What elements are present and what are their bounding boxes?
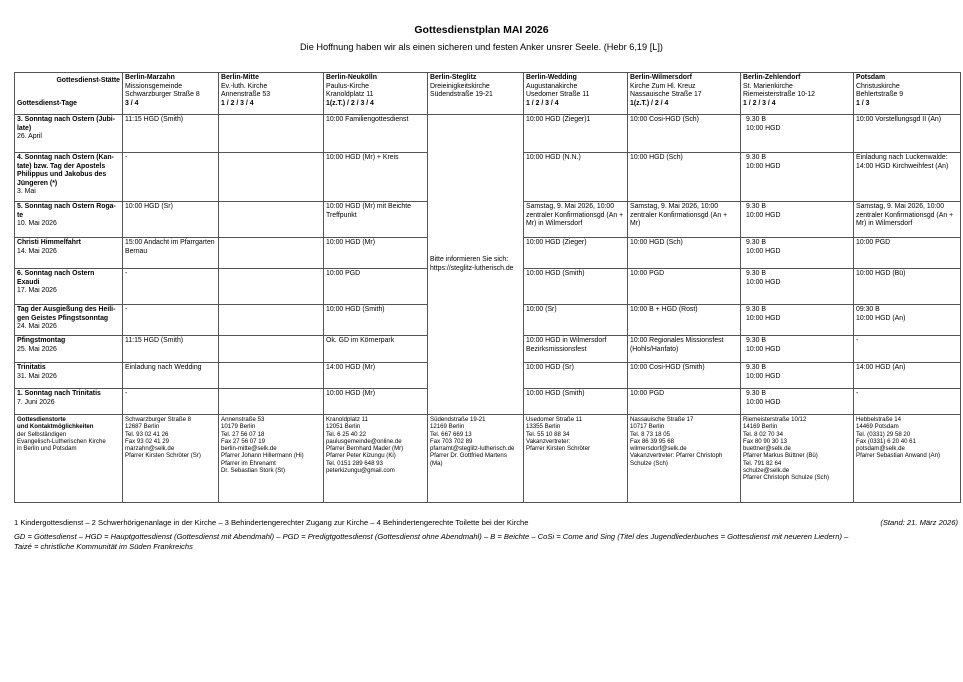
service-entry: 10:00 Familiengottesdienst bbox=[326, 116, 409, 123]
location-name: Potsdam bbox=[856, 74, 886, 81]
service-entry: 10:00 HGD bbox=[746, 398, 781, 406]
header-row bbox=[15, 73, 961, 115]
service-cell bbox=[324, 269, 428, 305]
service-cell bbox=[854, 305, 961, 336]
service-cell bbox=[854, 238, 961, 269]
location-detail: Ev.-luth. Kirche bbox=[221, 82, 268, 90]
service-day-name: tate) bzw. Tag der Apostels bbox=[17, 162, 106, 170]
contact-line: wilmersdorf@selk.de bbox=[630, 445, 687, 453]
service-cell bbox=[741, 363, 854, 389]
contact-line: Fax 93 02 41 29 bbox=[125, 437, 170, 445]
service-entry: 10:00 HGD bbox=[746, 372, 781, 380]
service-cell bbox=[741, 153, 854, 202]
service-entry: Samstag, 9. Mai 2026, 10:00 bbox=[856, 203, 945, 210]
location-detail: Christuskirche bbox=[856, 82, 900, 90]
steglitz-note-cell bbox=[428, 115, 524, 415]
location-header bbox=[854, 73, 961, 115]
contact-line: Tel. 8 02 70 34 bbox=[743, 430, 783, 438]
contact-line: Tel. 6 25 40 22 bbox=[326, 430, 366, 438]
location-header bbox=[219, 73, 324, 115]
service-cell bbox=[628, 202, 741, 238]
service-entry: 10:00 (Sr) bbox=[526, 306, 557, 313]
service-day-name: te bbox=[17, 211, 24, 219]
service-entry: 10:00 HGD (Smith) bbox=[526, 390, 585, 397]
service-entry: Einladung nach Luckenwalde: bbox=[856, 154, 948, 161]
contact-line: 10179 Berlin bbox=[221, 423, 256, 431]
accessibility-codes: 1(z.T.) / 2 / 3 / 4 bbox=[326, 99, 374, 107]
abbrev-line-2: Taizé = christliche Kommunität im Süden Frankreichs bbox=[14, 542, 193, 551]
contact-line: Dr. Sebastian Stork (St) bbox=[221, 467, 286, 475]
service-day-cell bbox=[15, 115, 123, 153]
contact-line: Pfarrer Christoph Schulze (Sch) bbox=[743, 474, 830, 482]
location-name: Berlin-Mitte bbox=[221, 74, 259, 81]
service-entry: 9.30 B bbox=[746, 390, 766, 397]
service-cell bbox=[854, 269, 961, 305]
table-row bbox=[15, 115, 961, 153]
contact-cell bbox=[123, 415, 219, 503]
contact-line: Fax 27 56 07 19 bbox=[221, 437, 266, 445]
service-cell bbox=[741, 305, 854, 336]
service-day-name: 1. Sonntag nach Trinitatis bbox=[17, 390, 101, 397]
location-header bbox=[741, 73, 854, 115]
service-entry: - bbox=[856, 390, 859, 397]
service-cell bbox=[854, 363, 961, 389]
service-cell bbox=[324, 153, 428, 202]
service-day-name: Philippus und Jakobus des bbox=[17, 171, 107, 179]
service-day-name: Pfingstmontag bbox=[17, 337, 66, 344]
service-entry: 10:00 HGD bbox=[746, 247, 781, 255]
contact-line: Tel. 791 82 64 bbox=[743, 459, 782, 467]
service-cell bbox=[628, 336, 741, 363]
service-entry: 10:00 B + HGD (Rost) bbox=[630, 306, 698, 313]
service-day-name: Christi Himmelfahrt bbox=[17, 239, 81, 246]
contact-line: Tel. 8 73 18 05 bbox=[630, 430, 670, 438]
service-date: 24. Mai 2026 bbox=[17, 323, 57, 331]
service-cell bbox=[524, 269, 628, 305]
contact-line: Pfarrer Bernhard Mader (Mr) bbox=[326, 445, 404, 453]
contact-line: Pfarrer Sebastian Anwand (An) bbox=[856, 452, 941, 460]
contact-line: peterkizungu@gmail.com bbox=[326, 467, 395, 475]
contact-cell bbox=[524, 415, 628, 503]
service-day-cell bbox=[15, 305, 123, 336]
service-cell bbox=[628, 115, 741, 153]
location-detail: Annenstraße 53 bbox=[221, 91, 271, 99]
service-cell bbox=[324, 305, 428, 336]
service-entry: 10:00 HGD bbox=[746, 124, 781, 132]
service-entry: 10:00 HGD (Sr) bbox=[526, 364, 574, 371]
service-date: 25. Mai 2026 bbox=[17, 345, 57, 353]
contact-line: schulze@selk.de bbox=[743, 467, 790, 475]
service-cell bbox=[123, 269, 219, 305]
service-entry: 10:00 HGD (Mr) mit Beichte bbox=[326, 203, 412, 210]
contact-line: Pfarrer im Ehrenamt bbox=[221, 459, 276, 467]
service-entry: 10:00 HGD bbox=[746, 211, 781, 219]
accessibility-codes: 1 / 3 bbox=[856, 99, 870, 107]
contact-line: 13355 Berlin bbox=[526, 423, 561, 431]
contact-line: 14169 Berlin bbox=[743, 423, 778, 431]
service-cell bbox=[854, 389, 961, 415]
service-entry: 14:00 HGD (An) bbox=[856, 364, 906, 371]
abbrev-line-1: GD = Gottesdienst – HGD = Hauptgottesdienst (Gottesdienst mit Abendmahl) – PGD = Predigtgottesdienst (Gottesdienst ohne Abendmahl) – B = Beichte – CoSi = Come and Sing (Titel des Jugendliederbuches = Gottesdienst mit neueren Liedern) – bbox=[14, 532, 849, 541]
contact-line: Riemeisterstraße 10/12 bbox=[743, 416, 807, 423]
contact-line: Pfarrer Markus Büttner (Bü) bbox=[743, 452, 818, 460]
service-cell bbox=[219, 269, 324, 305]
contact-line: Fax 86 39 95 68 bbox=[630, 437, 675, 445]
service-date: 10. Mai 2026 bbox=[17, 220, 57, 228]
service-entry: 10:00 HGD (Mr) + Kreis bbox=[326, 154, 399, 161]
location-detail: Nassauische Straße 17 bbox=[630, 91, 702, 99]
service-day-name: gen Geistes Pfingstsonntag bbox=[17, 314, 109, 322]
service-cell bbox=[123, 363, 219, 389]
contact-line: Hebbelstraße 14 bbox=[856, 416, 902, 423]
service-entry: 10:00 PGD bbox=[326, 270, 361, 277]
contact-line: 10717 Berlin bbox=[630, 423, 665, 431]
contact-cell bbox=[219, 415, 324, 503]
service-entry: 15:00 Andacht im Pfarrgarten bbox=[125, 239, 215, 246]
accessibility-codes: 1 / 2 / 3 / 4 bbox=[526, 99, 559, 107]
contact-line: Annenstraße 53 bbox=[221, 416, 265, 423]
location-name: Berlin-Steglitz bbox=[430, 74, 477, 81]
service-entry: 11:15 HGD (Smith) bbox=[125, 116, 184, 123]
contact-line: Tel. (0331) 29 58 20 bbox=[856, 430, 911, 438]
corner-top-label: Gottesdienst-Stätte bbox=[56, 77, 120, 84]
service-entry: 10:00 HGD bbox=[746, 314, 781, 322]
contact-line: Schwarzburger Straße 8 bbox=[125, 416, 192, 423]
service-cell bbox=[324, 202, 428, 238]
service-entry: 9.30 B bbox=[746, 270, 766, 277]
service-entry: (Hohls/Hanfato) bbox=[630, 345, 679, 353]
contact-line: 12051 Berlin bbox=[326, 423, 361, 431]
service-entry: 10:00 Cosi-HGD (Smith) bbox=[630, 364, 705, 371]
service-cell bbox=[324, 238, 428, 269]
service-entry: 10:00 HGD (N.N.) bbox=[526, 154, 581, 161]
service-entry: Samstag, 9. Mai 2026, 10:00 bbox=[630, 203, 719, 210]
contact-line: Schulze (Sch) bbox=[630, 459, 668, 467]
service-date: 31. Mai 2026 bbox=[17, 372, 57, 380]
service-entry: Treffpunkt bbox=[326, 211, 357, 219]
service-cell bbox=[219, 202, 324, 238]
location-detail: Dreieinigkeitskirche bbox=[430, 82, 490, 90]
service-entry: - bbox=[125, 306, 128, 313]
service-entry: 9.30 B bbox=[746, 203, 766, 210]
service-entry: 14:00 HGD Kirchweihfest (An) bbox=[856, 162, 949, 170]
service-entry: 10:00 HGD (Smith) bbox=[526, 270, 585, 277]
service-cell bbox=[219, 389, 324, 415]
location-header bbox=[324, 73, 428, 115]
contact-line: Pfarrer Kirsten Schröter bbox=[526, 445, 591, 453]
service-cell bbox=[741, 202, 854, 238]
service-entry: Einladung nach Wedding bbox=[125, 364, 202, 371]
service-day-name: Jüngeren (*) bbox=[17, 179, 58, 187]
service-entry: Ök. GD im Körnerpark bbox=[326, 337, 395, 344]
service-date: 17. Mai 2026 bbox=[17, 287, 57, 295]
location-header bbox=[524, 73, 628, 115]
contacts-row bbox=[15, 415, 961, 503]
location-name: Berlin-Wedding bbox=[526, 74, 577, 81]
contacts-label-cell bbox=[15, 415, 123, 503]
service-entry: 10:00 HGD (An) bbox=[856, 314, 906, 322]
service-day-name: Trinitatis bbox=[17, 364, 46, 371]
service-cell bbox=[219, 363, 324, 389]
location-detail: Kirche Zum Hl. Kreuz bbox=[630, 82, 696, 90]
service-day-cell bbox=[15, 336, 123, 363]
service-cell bbox=[123, 153, 219, 202]
service-entry: 10:00 HGD (Sch) bbox=[630, 154, 683, 161]
contact-line: potsdam@selk.de bbox=[856, 445, 905, 453]
service-entry: 10:00 PGD bbox=[856, 239, 891, 246]
contact-line: buettner@selk.de bbox=[743, 445, 791, 453]
service-entry: - bbox=[125, 390, 128, 397]
contacts-label: und Kontaktmöglichkeiten bbox=[17, 423, 94, 431]
location-detail: Kranoldplatz 11 bbox=[326, 91, 374, 99]
service-date: 26. April bbox=[17, 133, 42, 141]
service-day-name: late) bbox=[17, 124, 32, 132]
accessibility-codes: 1 / 2 / 3 / 4 bbox=[221, 99, 254, 107]
service-cell bbox=[628, 389, 741, 415]
service-day-name: Exaudi bbox=[17, 278, 40, 286]
service-entry: 10:00 HGD (Zieger) bbox=[526, 239, 587, 246]
service-day-cell bbox=[15, 153, 123, 202]
location-detail: Südendstraße 19-21 bbox=[430, 91, 493, 99]
service-cell bbox=[854, 202, 961, 238]
service-entry: 10:00 HGD (Sch) bbox=[630, 239, 683, 246]
contact-line: 12169 Berlin bbox=[430, 423, 465, 431]
service-entry: 10:00 HGD (Sr) bbox=[125, 203, 173, 210]
service-cell bbox=[324, 336, 428, 363]
service-cell bbox=[741, 389, 854, 415]
service-cell bbox=[628, 238, 741, 269]
service-cell bbox=[628, 153, 741, 202]
steglitz-note: Bitte informieren Sie sich: bbox=[430, 255, 509, 263]
service-cell bbox=[524, 305, 628, 336]
location-detail: Riemeisterstraße 10-12 bbox=[743, 91, 815, 99]
page-subtitle: Die Hoffnung haben wir als einen sicheren und festen Anker unsrer Seele. (Hebr 6,19 [L]) bbox=[300, 42, 663, 52]
service-entry: 09:30 B bbox=[856, 306, 880, 313]
service-cell bbox=[524, 202, 628, 238]
contact-line: Tel. 55 10 88 34 bbox=[526, 430, 570, 438]
service-cell bbox=[524, 238, 628, 269]
contacts-label: in Berlin und Potsdam bbox=[17, 445, 77, 453]
service-entry: 9.30 B bbox=[746, 116, 766, 123]
service-entry: 10:00 Vorstellungsgd II (An) bbox=[856, 116, 942, 123]
contact-line: Fax 703 702 89 bbox=[430, 437, 473, 445]
service-entry: 10:00 HGD (Zieger)1 bbox=[526, 116, 591, 123]
location-name: Berlin-Neukölln bbox=[326, 74, 377, 81]
service-cell bbox=[219, 305, 324, 336]
service-day-cell bbox=[15, 202, 123, 238]
service-cell bbox=[123, 202, 219, 238]
service-cell bbox=[219, 153, 324, 202]
service-entry: Mr) in Wilmersdorf bbox=[526, 220, 583, 228]
service-entry: - bbox=[125, 154, 128, 161]
service-day-name: 6. Sonntag nach Ostern bbox=[17, 270, 95, 277]
accessibility-codes: 3 / 4 bbox=[125, 99, 139, 107]
service-day-name: 4. Sonntag nach Ostern (Kan- bbox=[17, 154, 114, 161]
service-day-cell bbox=[15, 269, 123, 305]
service-cell bbox=[324, 115, 428, 153]
contact-line: Fax 80 90 30 13 bbox=[743, 437, 788, 445]
contacts-label: Gottesdienstorte bbox=[17, 416, 66, 423]
service-entry: 9.30 B bbox=[746, 306, 766, 313]
service-entry: 10:00 HGD (Smith) bbox=[326, 306, 385, 313]
service-cell bbox=[123, 238, 219, 269]
service-entry: 10:00 HGD bbox=[746, 162, 781, 170]
contact-line: Tel. 667 669 13 bbox=[430, 430, 472, 438]
location-name: Berlin-Marzahn bbox=[125, 74, 175, 81]
location-detail: St. Marienkirche bbox=[743, 82, 793, 90]
service-cell bbox=[628, 305, 741, 336]
service-cell bbox=[854, 115, 961, 153]
service-cell bbox=[219, 115, 324, 153]
service-cell bbox=[524, 389, 628, 415]
service-date: 3. Mai bbox=[17, 188, 36, 196]
service-entry: 10:00 HGD bbox=[746, 278, 781, 286]
service-day-cell bbox=[15, 389, 123, 415]
contact-cell bbox=[628, 415, 741, 503]
contact-line: Kranoldplatz 11 bbox=[326, 416, 368, 423]
stand-date: (Stand: 21. März 2026) bbox=[880, 518, 958, 527]
location-detail: Missionsgemeinde bbox=[125, 82, 183, 90]
service-entry: Mr) in Wilmersdorf bbox=[856, 220, 913, 228]
service-entry: Bernau bbox=[125, 247, 148, 255]
service-entry: 11:15 HGD (Smith) bbox=[125, 337, 184, 344]
service-entry: 10:00 HGD (Mr) bbox=[326, 390, 376, 397]
service-cell bbox=[741, 336, 854, 363]
corner-cell bbox=[15, 73, 123, 115]
service-cell bbox=[123, 389, 219, 415]
location-detail: Schwarzburger Straße 8 bbox=[125, 91, 200, 99]
contact-line: marzahn@selk.de bbox=[125, 445, 175, 453]
location-header bbox=[428, 73, 524, 115]
service-cell bbox=[854, 336, 961, 363]
service-entry: zentraler Konfirmationsgd (An + bbox=[630, 211, 728, 219]
service-entry: 9.30 B bbox=[746, 239, 766, 246]
contact-line: 14469 Potsdam bbox=[856, 423, 899, 431]
contact-cell bbox=[741, 415, 854, 503]
location-detail: Usedomer Straße 11 bbox=[526, 91, 590, 99]
contact-line: Fax (0331) 6 20 40 61 bbox=[856, 437, 916, 445]
service-entry: 10:00 HGD (Bü) bbox=[856, 270, 906, 277]
contact-line: Vakanzvertreter: bbox=[526, 437, 571, 445]
accessibility-codes: 1 / 2 / 3 / 4 bbox=[743, 99, 776, 107]
location-detail: Behlertstraße 9 bbox=[856, 91, 904, 99]
service-entry: 10:00 HGD bbox=[746, 345, 781, 353]
location-detail: Paulus-Kirche bbox=[326, 82, 369, 90]
service-cell bbox=[854, 153, 961, 202]
contact-line: Tel. 93 02 41 26 bbox=[125, 430, 169, 438]
service-entry: Mr) bbox=[630, 220, 641, 228]
service-cell bbox=[219, 336, 324, 363]
service-entry: zentraler Konfirmationsgd (An + bbox=[856, 211, 954, 219]
contacts-label: Evangelisch-Lutherischen Kirche bbox=[17, 437, 106, 445]
service-cell bbox=[741, 238, 854, 269]
service-date: 14. Mai 2026 bbox=[17, 247, 57, 255]
service-entry: 10:00 Regionales Missionsfest bbox=[630, 337, 724, 344]
service-entry: 10:00 PGD bbox=[630, 270, 665, 277]
contact-line: Tel. 0151 289 648 93 bbox=[326, 459, 383, 467]
steglitz-note: https://steglitz-lutherisch.de bbox=[430, 264, 514, 272]
location-detail: Augustanakirche bbox=[526, 82, 578, 90]
service-cell bbox=[628, 363, 741, 389]
contacts-label: der Selbständigen bbox=[17, 430, 67, 438]
contact-line: Nassauische Straße 17 bbox=[630, 416, 694, 423]
footnote-abbreviations bbox=[14, 532, 954, 552]
contact-line: Südendstraße 19-21 bbox=[430, 416, 486, 423]
page-title: Gottesdienstplan MAI 2026 bbox=[414, 24, 549, 36]
footnote-codes: 1 Kindergottesdienst – 2 Schwerhörigenanlage in der Kirche – 3 Behindertengerechter Zugang zur Kirche – 4 Behindertengerechte Toilette bei der Kirche bbox=[14, 518, 529, 527]
service-entry: 10:00 HGD in Wilmersdorf bbox=[526, 337, 607, 344]
service-cell bbox=[123, 336, 219, 363]
service-cell bbox=[324, 363, 428, 389]
accessibility-codes: 1(z.T.) / 2 / 4 bbox=[630, 99, 669, 107]
service-entry: 9.30 B bbox=[746, 364, 766, 371]
contact-line: Usedomer Straße 11 bbox=[526, 416, 583, 423]
service-cell bbox=[741, 269, 854, 305]
service-cell bbox=[524, 363, 628, 389]
service-entry: - bbox=[856, 337, 859, 344]
location-name: Berlin-Zehlendorf bbox=[743, 74, 801, 81]
service-schedule-table bbox=[14, 72, 961, 503]
service-cell bbox=[524, 115, 628, 153]
service-entry: Samstag, 9. Mai 2026, 10:00 bbox=[526, 203, 615, 210]
service-entry: - bbox=[125, 270, 128, 277]
service-cell bbox=[123, 305, 219, 336]
service-day-cell bbox=[15, 363, 123, 389]
service-day-name: Tag der Ausgießung des Heili- bbox=[17, 306, 116, 313]
service-cell bbox=[628, 269, 741, 305]
contact-line: berlin-mitte@selk.de bbox=[221, 445, 277, 453]
contact-line: Pfarrer Kirsten Schröter (Sr) bbox=[125, 452, 201, 460]
contact-cell bbox=[854, 415, 961, 503]
service-entry: 9.30 B bbox=[746, 154, 766, 161]
service-entry: 14:00 HGD (Mr) bbox=[326, 364, 376, 371]
contact-line: Tel. 27 56 07 18 bbox=[221, 430, 265, 438]
service-cell bbox=[741, 115, 854, 153]
service-entry: Bezirksmissionsfest bbox=[526, 345, 587, 353]
service-cell bbox=[324, 389, 428, 415]
service-day-name: 5. Sonntag nach Ostern Roga- bbox=[17, 203, 116, 210]
service-entry: 10:00 Cosi-HGD (Sch) bbox=[630, 116, 699, 123]
service-cell bbox=[524, 153, 628, 202]
contact-line: Pfarrer Dr. Gottfried Martens (Ma) bbox=[430, 452, 507, 467]
service-entry: 9.30 B bbox=[746, 337, 766, 344]
service-cell bbox=[524, 336, 628, 363]
location-header bbox=[628, 73, 741, 115]
service-cell bbox=[219, 238, 324, 269]
contact-line: Pfarrer Peter Kizungu (Ki) bbox=[326, 452, 396, 460]
contact-line: Vakanzvertreter: Pfarrer Christoph bbox=[630, 452, 723, 460]
service-entry: zentraler Konfirmationsgd (An + bbox=[526, 211, 624, 219]
service-date: 7. Juni 2026 bbox=[17, 398, 55, 406]
contact-line: Pfarrer Johann Hillermann (Hi) bbox=[221, 452, 304, 460]
service-day-cell bbox=[15, 238, 123, 269]
service-cell bbox=[123, 115, 219, 153]
contact-line: pfarramt@steglitz-lutherisch.de bbox=[430, 445, 515, 453]
contact-line: paulusgemeinde@online.de bbox=[326, 437, 402, 445]
corner-bottom-label: Gottesdienst-Tage bbox=[17, 99, 77, 107]
service-day-name: 3. Sonntag nach Ostern (Jubi- bbox=[17, 116, 116, 123]
contact-cell bbox=[428, 415, 524, 503]
location-header bbox=[123, 73, 219, 115]
service-entry: 10:00 HGD (Mr) bbox=[326, 239, 376, 246]
service-entry: 10:00 PGD bbox=[630, 390, 665, 397]
location-name: Berlin-Wilmersdorf bbox=[630, 74, 692, 81]
contact-line: 12687 Berlin bbox=[125, 423, 160, 431]
contact-cell bbox=[324, 415, 428, 503]
